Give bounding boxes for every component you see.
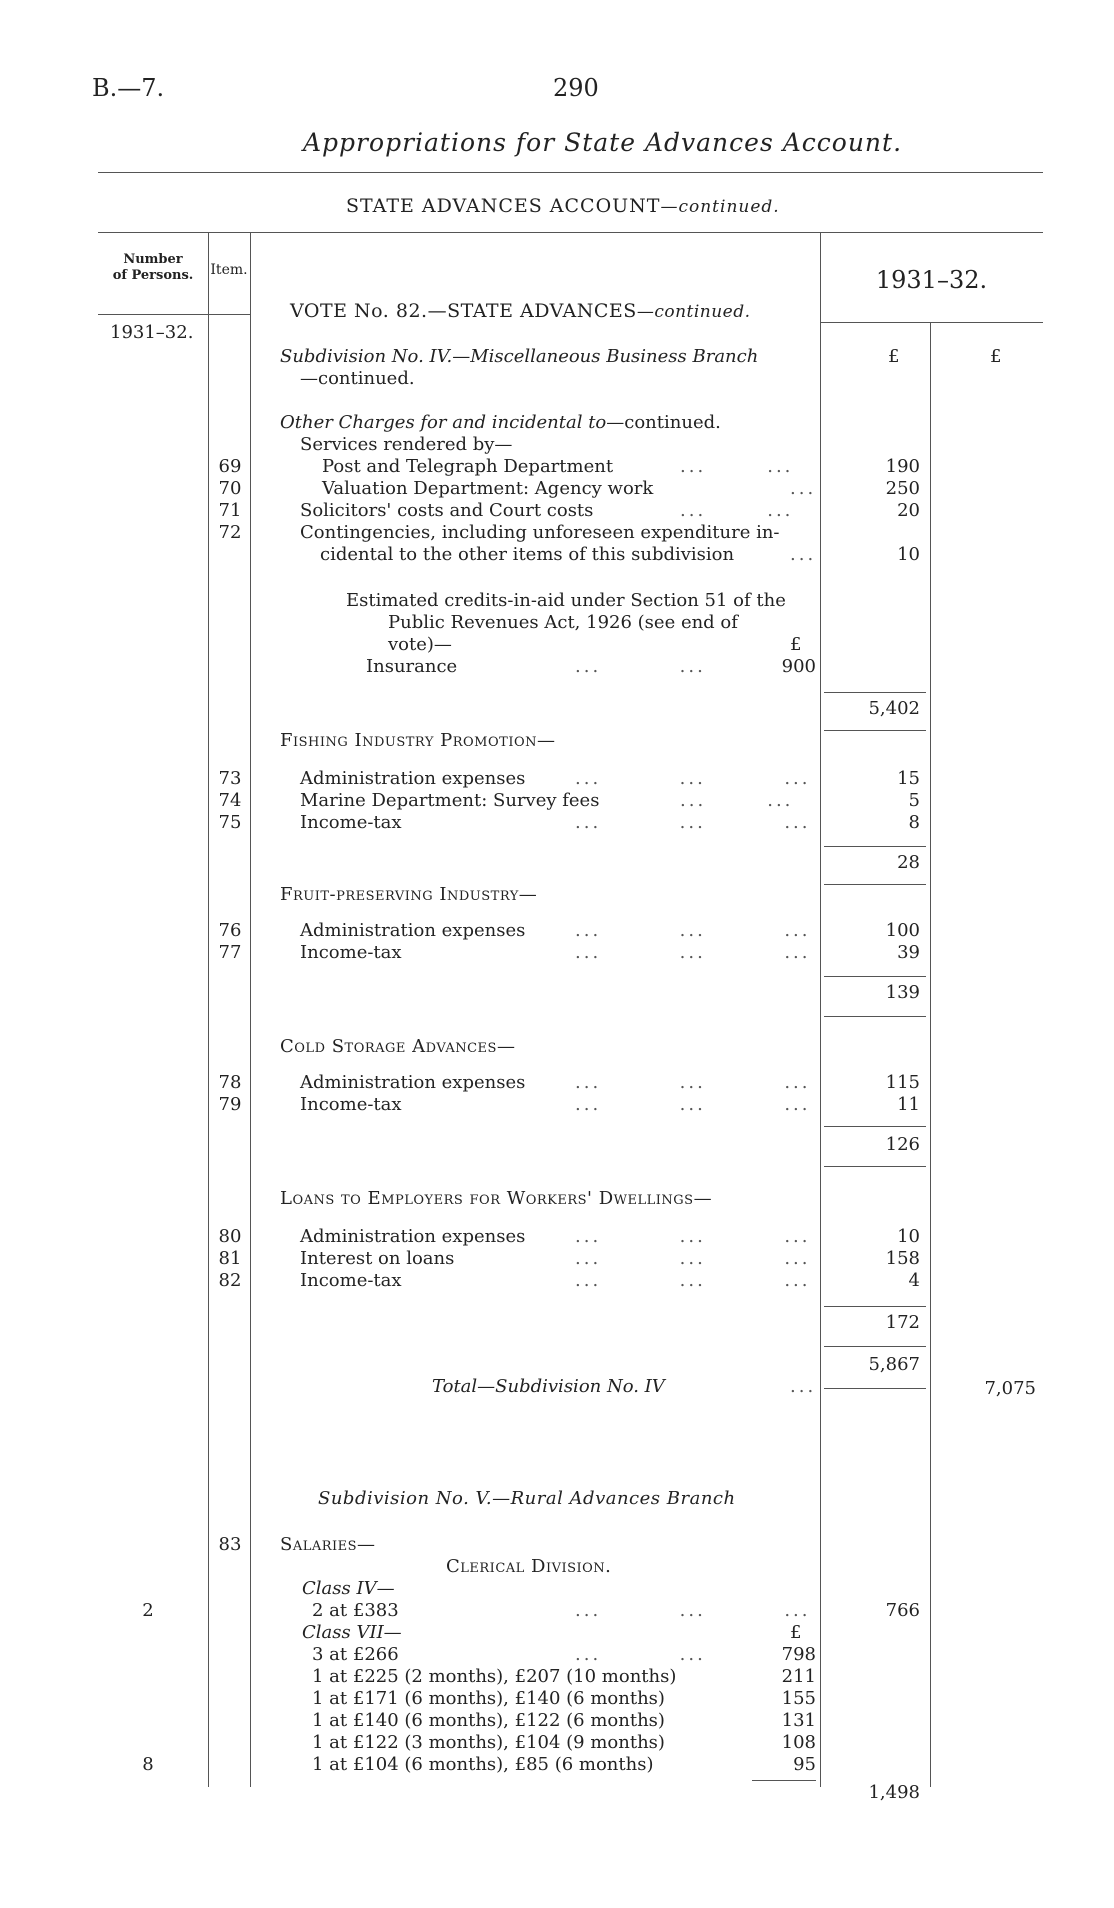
item-amount: 5 — [908, 790, 920, 811]
clerical-division-heading: Clerical Division. — [446, 1556, 612, 1577]
credits-in-aid-line2: Public Revenues Act, 1926 (see end of — [388, 612, 738, 633]
persons-item-divider — [208, 232, 209, 1787]
item-amount: 11 — [897, 1094, 920, 1115]
class-7-line: 1 at £171 (6 months), £140 (6 months) — [312, 1688, 665, 1709]
subdivision-4-grand-total: 7,075 — [984, 1378, 1036, 1399]
item-number: 80 — [218, 1226, 242, 1247]
credits-in-aid-line3: vote)— — [388, 634, 452, 655]
class-7-line: 1 at £140 (6 months), £122 (6 months) — [312, 1710, 665, 1731]
subtotal-rule — [824, 1166, 926, 1167]
page-title: Appropriations for State Advances Account. — [303, 128, 903, 157]
item-number: 79 — [218, 1094, 242, 1115]
credits-currency: £ — [790, 634, 802, 655]
services-heading: Services rendered by— — [300, 434, 513, 455]
document-ref: B.—7. — [92, 74, 165, 102]
page-number: 290 — [553, 74, 599, 102]
item-header-rule — [208, 314, 250, 315]
class-7-line: 1 at £122 (3 months), £104 (9 months) — [312, 1732, 665, 1753]
subdivision-4-continued: —continued. — [300, 368, 415, 389]
persons-column-header: Number of Persons. — [112, 252, 194, 283]
item-label: Income-tax — [300, 942, 402, 963]
leader-dots: ... ... ... — [575, 1094, 811, 1115]
item-number: 72 — [218, 522, 242, 543]
item-amount: 4 — [908, 1270, 920, 1291]
leader-dots: ... ... ... — [575, 1072, 811, 1093]
item-number: 70 — [218, 478, 242, 499]
item-amount: 190 — [885, 456, 920, 477]
subtotal-amount: 5,402 — [868, 698, 920, 719]
fishing-heading: Fishing Industry Promotion— — [280, 730, 556, 751]
total-rule — [824, 1388, 926, 1389]
class-7-total: 1,498 — [868, 1782, 920, 1803]
item-number: 81 — [218, 1248, 242, 1269]
subtotal-rule — [824, 692, 926, 693]
other-charges-total: 5,867 — [868, 1354, 920, 1375]
leader-dots: ... ... — [575, 1644, 706, 1665]
item-label: Interest on loans — [300, 1248, 455, 1269]
subtotal-amount: 126 — [885, 1134, 920, 1155]
item-label: Income-tax — [300, 1270, 402, 1291]
class-7-line: 1 at £225 (2 months), £207 (10 months) — [312, 1666, 677, 1687]
leader-dots: ... — [790, 478, 817, 499]
persons-year: 1931–32. — [110, 322, 194, 343]
year-column-header: 1931–32. — [875, 266, 988, 294]
item-label: Income-tax — [300, 812, 402, 833]
item-label: Income-tax — [300, 1094, 402, 1115]
leader-dots: ... ... ... — [575, 1270, 811, 1291]
leader-dots: ... — [790, 1376, 817, 1397]
leader-dots: ... — [790, 544, 817, 565]
item-label: Marine Department: Survey fees — [300, 790, 600, 811]
item-amount: 115 — [885, 1072, 920, 1093]
class-7-line: 3 at £266 — [312, 1644, 399, 1665]
subtotal-rule — [824, 1126, 926, 1127]
subtotal-amount: 139 — [885, 982, 920, 1003]
class-7-line-amount: 155 — [781, 1688, 816, 1709]
item-number: 71 — [218, 500, 242, 521]
currency-header-1: £ — [888, 346, 900, 367]
salaries-heading: Salaries— — [280, 1534, 376, 1555]
class-4-amount: 766 — [885, 1600, 920, 1621]
item-label: Post and Telegraph Department — [322, 456, 614, 477]
item-number: 76 — [218, 920, 242, 941]
item-amount: 10 — [897, 1226, 920, 1247]
persons-header-rule — [98, 314, 208, 315]
subtotal-rule — [824, 1306, 926, 1307]
amount-total-divider — [930, 322, 931, 1787]
cold-storage-heading: Cold Storage Advances— — [280, 1036, 516, 1057]
item-number: 77 — [218, 942, 242, 963]
item-label: Valuation Department: Agency work — [322, 478, 654, 499]
subtotal-rule — [824, 1016, 926, 1017]
subdivision-5-title: Subdivision No. V.—Rural Advances Branch — [318, 1488, 736, 1509]
insurance-label: Insurance — [366, 656, 458, 677]
item-label: Administration expenses — [300, 1226, 526, 1247]
item-number: 69 — [218, 456, 242, 477]
table-top-rule — [98, 232, 1043, 233]
leader-dots: ... ... ... — [575, 768, 811, 789]
leader-dots: ... ... — [680, 456, 794, 477]
item-amount: 100 — [885, 920, 920, 941]
class-7-line-amount: 95 — [793, 1754, 816, 1775]
leader-dots: ... ... — [575, 656, 706, 677]
section-title: STATE ADVANCES ACCOUNT—continued. — [346, 195, 780, 217]
text-amount-divider — [820, 232, 821, 1787]
leader-dots: ... ... ... — [575, 812, 811, 833]
class-4-line: 2 at £383 — [312, 1600, 399, 1621]
item-amount: 250 — [885, 478, 920, 499]
subtotal-amount: 172 — [885, 1312, 920, 1333]
class-7-line-amount: 798 — [781, 1644, 816, 1665]
subdivision-4-title: Subdivision No. IV.—Miscellaneous Business Branch — [280, 346, 759, 367]
item-number: 75 — [218, 812, 242, 833]
class-4-persons: 2 — [142, 1600, 154, 1621]
class-7-persons: 8 — [142, 1754, 154, 1775]
item-amount: 39 — [897, 942, 920, 963]
total-subdivision-4-label: Total—Subdivision No. IV — [432, 1376, 665, 1397]
leader-dots: ... ... ... — [575, 1248, 811, 1269]
subtotal-rule — [824, 1346, 926, 1347]
item-label: Administration expenses — [300, 768, 526, 789]
leader-dots: ... ... — [680, 500, 794, 521]
fruit-heading: Fruit-preserving Industry— — [280, 884, 538, 905]
year-header-rule — [820, 322, 1043, 323]
title-rule — [98, 172, 1043, 173]
credits-in-aid-line1: Estimated credits-in-aid under Section 51 of the — [346, 590, 786, 611]
leader-dots: ... ... — [680, 790, 794, 811]
item-label: Administration expenses — [300, 920, 526, 941]
item-label: Administration expenses — [300, 1072, 526, 1093]
item-label: Solicitors' costs and Court costs — [300, 500, 594, 521]
class-7-line-amount: 108 — [781, 1732, 816, 1753]
subtotal-rule — [824, 884, 926, 885]
subtotal-rule — [824, 846, 926, 847]
insurance-amount: 900 — [781, 656, 816, 677]
leader-dots: ... ... ... — [575, 1600, 811, 1621]
item-amount: 8 — [908, 812, 920, 833]
subtotal-rule — [824, 730, 926, 731]
vote-heading: VOTE No. 82.—STATE ADVANCES—continued. — [290, 300, 751, 322]
item-number: 82 — [218, 1270, 242, 1291]
item-text-divider — [250, 232, 251, 1787]
item-number: 78 — [218, 1072, 242, 1093]
class-7-rule — [752, 1780, 816, 1781]
item-column-header: Item. — [210, 262, 248, 278]
other-charges-heading: Other Charges for and incidental to—continued. — [280, 412, 721, 433]
class-7-heading: Class VII— — [302, 1622, 402, 1643]
item-number: 83 — [218, 1534, 242, 1555]
subtotal-rule — [824, 976, 926, 977]
class-4-heading: Class IV— — [302, 1578, 395, 1599]
class-7-line-amount: 211 — [781, 1666, 816, 1687]
item-number: 73 — [218, 768, 242, 789]
item-amount: 158 — [885, 1248, 920, 1269]
class-7-line-amount: 131 — [781, 1710, 816, 1731]
leader-dots: ... ... ... — [575, 942, 811, 963]
subtotal-amount: 28 — [897, 852, 920, 873]
loans-heading: Loans to Employers for Workers' Dwellings— — [280, 1188, 713, 1209]
item-label-continued: cidental to the other items of this subdivision — [320, 544, 735, 565]
leader-dots: ... ... ... — [575, 1226, 811, 1247]
item-number: 74 — [218, 790, 242, 811]
item-label: Contingencies, including unforeseen expenditure in- — [300, 522, 780, 543]
item-amount: 10 — [897, 544, 920, 565]
class-7-line: 1 at £104 (6 months), £85 (6 months) — [312, 1754, 654, 1775]
currency-header-2: £ — [990, 346, 1002, 367]
item-amount: 20 — [897, 500, 920, 521]
leader-dots: ... ... ... — [575, 920, 811, 941]
class-7-currency: £ — [790, 1622, 802, 1643]
item-amount: 15 — [897, 768, 920, 789]
